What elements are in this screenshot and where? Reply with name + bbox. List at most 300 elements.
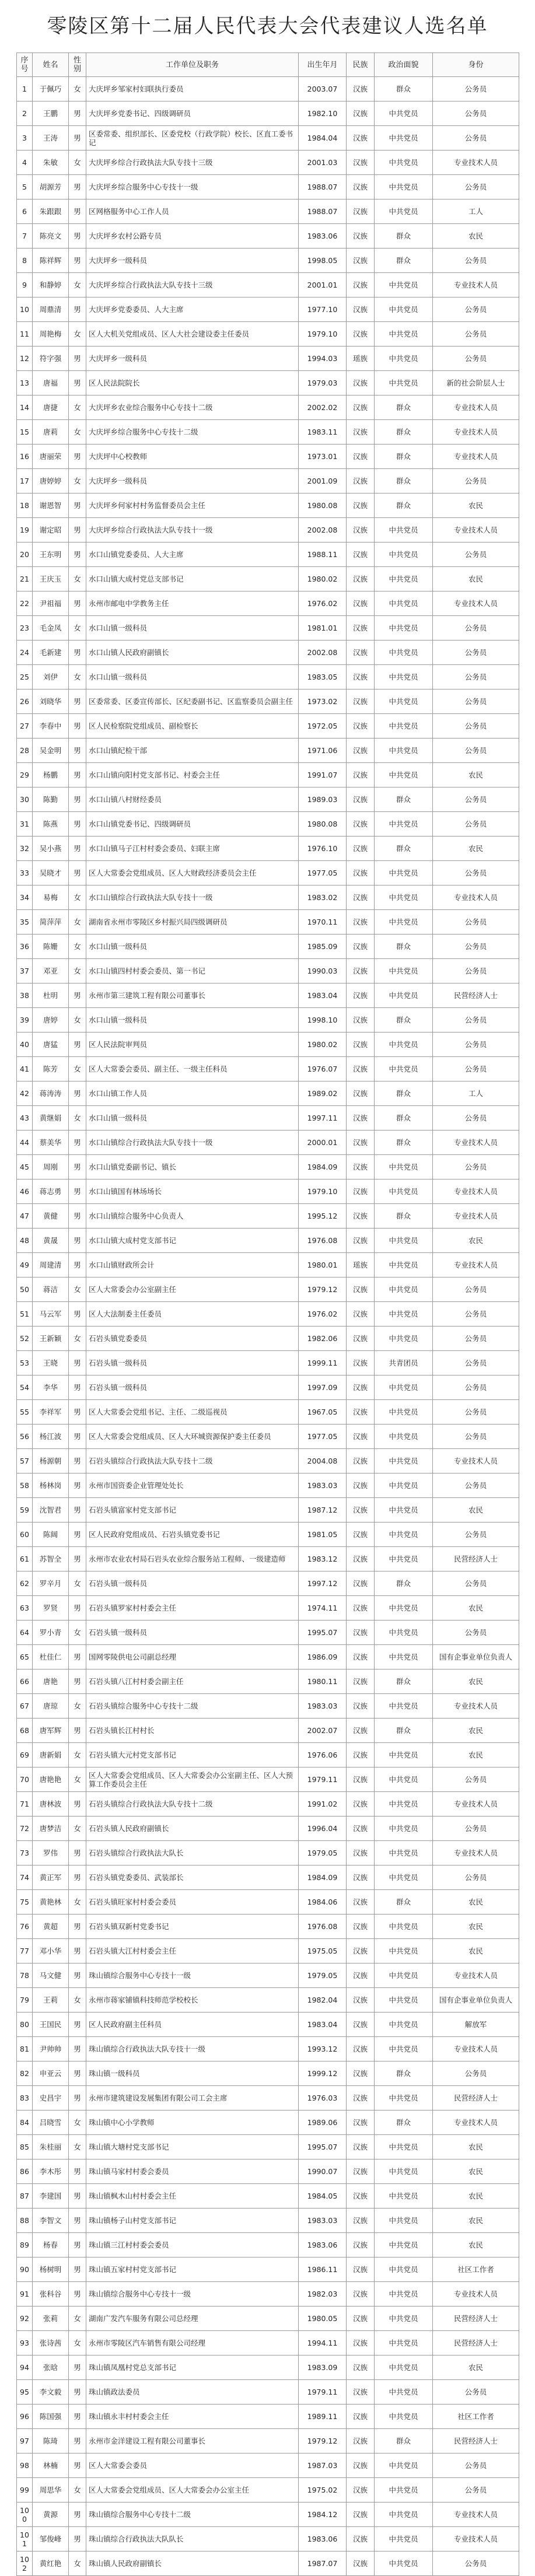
cell-political: 中共党员	[375, 346, 433, 371]
cell-identity: 公务员	[433, 1326, 519, 1351]
cell-birth: 1972.05	[299, 714, 347, 738]
cell-identity: 公务员	[433, 1057, 519, 1082]
cell-birth: 1997.09	[299, 1376, 347, 1400]
cell-birth: 1979.03	[299, 371, 347, 396]
table-row	[17, 2258, 519, 2282]
cell-birth: 1983.06	[299, 224, 347, 249]
cell-birth: 1984.05	[299, 2184, 347, 2208]
cell-identity: 农民	[433, 2356, 519, 2380]
cell-sex: 男	[69, 2380, 86, 2404]
cell-political: 中共党员	[375, 1032, 433, 1057]
cell-birth: 1976.03	[299, 2086, 347, 2110]
cell-job: 水口山镇党委副书记、镇长	[86, 1155, 299, 1180]
cell-sex: 男	[69, 2527, 86, 2552]
table-row	[17, 346, 519, 371]
cell-sex: 男	[69, 1670, 86, 1694]
cell-sex: 女	[69, 2135, 86, 2160]
cell-birth: 1985.09	[299, 935, 347, 959]
cell-sex: 女	[69, 935, 86, 959]
cell-job: 石岩头镇一级科员	[86, 1620, 299, 1645]
cell-identity: 专业技术人员	[433, 1792, 519, 1817]
cell-job: 永州市蒋家铺镇科技师范学校校长	[86, 1988, 299, 2013]
cell-ethnicity: 汉族	[347, 2429, 375, 2454]
cell-identity: 专业技术人员	[433, 1180, 519, 1204]
cell-identity: 民营经济人士	[433, 2331, 519, 2356]
cell-seq: 94	[17, 2356, 33, 2380]
cell-sex: 男	[69, 812, 86, 836]
table-row	[17, 788, 519, 812]
cell-identity: 公务员	[433, 738, 519, 763]
cell-job: 永州市邮电中学教务主任	[86, 592, 299, 616]
cell-name: 张莉	[33, 2306, 69, 2331]
cell-name: 和静婷	[33, 273, 69, 298]
cell-job: 珠山镇永丰村村委会主任	[86, 2404, 299, 2429]
cell-sex: 女	[69, 322, 86, 346]
cell-identity: 公务员	[433, 616, 519, 640]
cell-seq: 34	[17, 886, 33, 910]
cell-sex: 女	[69, 1768, 86, 1792]
cell-political: 中共党员	[375, 592, 433, 616]
cell-seq: 102	[17, 2552, 33, 2576]
cell-seq: 49	[17, 1253, 33, 1278]
table-row	[17, 2160, 519, 2184]
table-row	[17, 1130, 519, 1155]
cell-political: 中共党员	[375, 2478, 433, 2502]
cell-sex: 男	[69, 1547, 86, 1572]
cell-ethnicity: 汉族	[347, 738, 375, 763]
cell-political: 中共党员	[375, 2552, 433, 2576]
cell-ethnicity: 汉族	[347, 126, 375, 150]
table-row	[17, 1155, 519, 1180]
cell-identity: 公务员	[433, 469, 519, 494]
cell-job: 大庆坪乡农村公路专员	[86, 224, 299, 249]
cell-name: 张晗	[33, 2356, 69, 2380]
cell-job: 区人大常委会委员、副主任、一级主任科员	[86, 1057, 299, 1082]
cell-birth: 1989.03	[299, 788, 347, 812]
cell-identity: 农民	[433, 494, 519, 518]
cell-ethnicity: 汉族	[347, 1498, 375, 1522]
table-row	[17, 1204, 519, 1228]
cell-sex: 男	[69, 2404, 86, 2429]
cell-job: 石岩头镇综合服务中心专技十二级	[86, 1694, 299, 1718]
cell-political: 中共党员	[375, 1620, 433, 1645]
cell-name: 李春中	[33, 714, 69, 738]
cell-birth: 1983.12	[299, 1547, 347, 1572]
cell-birth: 1976.07	[299, 1057, 347, 1082]
cell-identity: 专业技术人员	[433, 1841, 519, 1866]
cell-ethnicity: 汉族	[347, 2160, 375, 2184]
cell-sex: 女	[69, 273, 86, 298]
cell-identity: 专业技术人员	[433, 1694, 519, 1718]
cell-birth: 1976.02	[299, 592, 347, 616]
cell-ethnicity: 汉族	[347, 1620, 375, 1645]
cell-birth: 1986.11	[299, 2258, 347, 2282]
table-row	[17, 1400, 519, 1424]
cell-sex: 男	[69, 1792, 86, 1817]
table-row	[17, 2331, 519, 2356]
cell-sex: 男	[69, 1866, 86, 1890]
cell-name: 唐艳	[33, 1670, 69, 1694]
cell-sex: 女	[69, 2552, 86, 2576]
cell-job: 水口山镇工作人员	[86, 1082, 299, 1106]
cell-political: 中共党员	[375, 2208, 433, 2233]
cell-birth: 1983.04	[299, 2013, 347, 2037]
cell-political: 中共党员	[375, 1253, 433, 1278]
cell-identity: 公务员	[433, 126, 519, 150]
cell-sex: 女	[69, 2306, 86, 2331]
cell-birth: 1987.07	[299, 2552, 347, 2576]
cell-job: 珠山镇杨子山村党支部书记	[86, 2208, 299, 2233]
cell-name: 唐婷婷	[33, 469, 69, 494]
cell-name: 朱跟跟	[33, 200, 69, 224]
cell-sex: 男	[69, 836, 86, 861]
cell-ethnicity: 汉族	[347, 200, 375, 224]
cell-identity: 国有企事业单位负责人	[433, 1645, 519, 1670]
cell-sex: 男	[69, 1522, 86, 1547]
cell-political: 中共党员	[375, 542, 433, 567]
cell-identity: 专业技术人员	[433, 1130, 519, 1155]
cell-birth: 1976.08	[299, 1915, 347, 1939]
cell-birth: 1988.07	[299, 200, 347, 224]
cell-political: 群众	[375, 469, 433, 494]
cell-ethnicity: 汉族	[347, 1522, 375, 1547]
cell-job: 水口山镇人民政府副镇长	[86, 640, 299, 665]
cell-political: 中共党员	[375, 1228, 433, 1253]
cell-birth: 1986.09	[299, 1645, 347, 1670]
cell-sex: 男	[69, 1130, 86, 1155]
cell-job: 区人民法院审判员	[86, 1032, 299, 1057]
table-row	[17, 1694, 519, 1718]
cell-seq: 30	[17, 788, 33, 812]
cell-ethnicity: 汉族	[347, 1817, 375, 1841]
cell-name: 蒋洁	[33, 1278, 69, 1302]
cell-sex: 男	[69, 1082, 86, 1106]
cell-sex: 男	[69, 2356, 86, 2380]
cell-identity: 专业技术人员	[433, 2502, 519, 2527]
cell-birth: 1987.03	[299, 2454, 347, 2478]
cell-birth: 2001.09	[299, 469, 347, 494]
cell-job: 大庆坪乡综合行政执法大队专技十三级	[86, 273, 299, 298]
cell-seq: 88	[17, 2208, 33, 2233]
cell-sex: 男	[69, 1204, 86, 1228]
cell-job: 珠山镇综合行政执法大队专技十一级	[86, 2037, 299, 2062]
cell-birth: 1975.02	[299, 2478, 347, 2502]
cell-seq: 61	[17, 1547, 33, 1572]
table-row	[17, 640, 519, 665]
cell-ethnicity: 汉族	[347, 2208, 375, 2233]
cell-identity: 公务员	[433, 861, 519, 886]
cell-name: 陈勤	[33, 788, 69, 812]
cell-seq: 62	[17, 1572, 33, 1596]
cell-sex: 男	[69, 1449, 86, 1474]
cell-ethnicity: 汉族	[347, 2356, 375, 2380]
table-row	[17, 175, 519, 200]
cell-identity: 公务员	[433, 1278, 519, 1302]
table-row	[17, 1915, 519, 1939]
cell-birth: 1989.02	[299, 1082, 347, 1106]
cell-name: 陈姗	[33, 935, 69, 959]
cell-seq: 78	[17, 1964, 33, 1988]
cell-identity: 公务员	[433, 1620, 519, 1645]
cell-name: 黄晟	[33, 1228, 69, 1253]
cell-seq: 95	[17, 2380, 33, 2404]
cell-name: 唐梦洁	[33, 1817, 69, 1841]
cell-sex: 女	[69, 469, 86, 494]
cell-job: 大庆坪乡综合行政执法大队专技十三级	[86, 150, 299, 175]
cell-political: 中共党员	[375, 1988, 433, 2013]
cell-sex: 女	[69, 420, 86, 444]
cell-name: 唐琼	[33, 1694, 69, 1718]
cell-identity: 专业技术人员	[433, 2527, 519, 2552]
cell-job: 水口山镇综合行政执法大队专技十一级	[86, 1130, 299, 1155]
cell-job: 石岩头镇大江村村委会主任	[86, 1939, 299, 1964]
cell-political: 共青团员	[375, 1351, 433, 1376]
cell-ethnicity: 汉族	[347, 788, 375, 812]
cell-seq: 65	[17, 1645, 33, 1670]
cell-name: 谢定昭	[33, 518, 69, 542]
cell-seq: 33	[17, 861, 33, 886]
cell-identity: 公务员	[433, 322, 519, 346]
cell-political: 中共党员	[375, 861, 433, 886]
cell-political: 中共党员	[375, 640, 433, 665]
table-row	[17, 910, 519, 935]
cell-birth: 1971.06	[299, 738, 347, 763]
table-row	[17, 616, 519, 640]
cell-political: 中共党员	[375, 175, 433, 200]
cell-identity: 专业技术人员	[433, 444, 519, 469]
cell-birth: 1977.10	[299, 298, 347, 322]
cell-sex: 女	[69, 1106, 86, 1130]
cell-political: 中共党员	[375, 665, 433, 690]
cell-sex: 女	[69, 1817, 86, 1841]
cell-political: 中共党员	[375, 1522, 433, 1547]
table-row	[17, 861, 519, 886]
cell-ethnicity: 汉族	[347, 2306, 375, 2331]
cell-political: 中共党员	[375, 2233, 433, 2258]
cell-seq: 15	[17, 420, 33, 444]
cell-birth: 1973.02	[299, 690, 347, 714]
cell-seq: 13	[17, 371, 33, 396]
cell-birth: 2002.02	[299, 396, 347, 420]
cell-political: 中共党员	[375, 2184, 433, 2208]
cell-sex: 女	[69, 1890, 86, 1915]
cell-sex: 男	[69, 2037, 86, 2062]
cell-job: 区人大常委会党组成员、区人大常委会办公室副主任、区人大预算工作委员会主任	[86, 1768, 299, 1792]
cell-seq: 57	[17, 1449, 33, 1474]
cell-identity: 公务员	[433, 249, 519, 273]
cell-job: 珠山镇中心小学教师	[86, 2110, 299, 2135]
cell-birth: 1980.08	[299, 812, 347, 836]
cell-identity: 农民	[433, 1596, 519, 1620]
cell-job: 水口山镇党委书记、四级调研员	[86, 812, 299, 836]
cell-seq: 21	[17, 567, 33, 592]
table-row	[17, 1008, 519, 1032]
cell-birth: 1983.05	[299, 665, 347, 690]
cell-political: 中共党员	[375, 2404, 433, 2429]
table-row	[17, 1572, 519, 1596]
cell-ethnicity: 汉族	[347, 1645, 375, 1670]
cell-job: 大庆坪乡一级科员	[86, 346, 299, 371]
cell-job: 区人民法院院长	[86, 371, 299, 396]
cell-seq: 72	[17, 1817, 33, 1841]
cell-seq: 48	[17, 1228, 33, 1253]
cell-birth: 1982.03	[299, 2282, 347, 2306]
cell-political: 中共党员	[375, 567, 433, 592]
cell-identity: 公务员	[433, 2380, 519, 2404]
cell-seq: 96	[17, 2404, 33, 2429]
cell-political: 群众	[375, 2429, 433, 2454]
cell-birth: 1981.01	[299, 616, 347, 640]
cell-ethnicity: 汉族	[347, 1082, 375, 1106]
cell-birth: 1983.11	[299, 420, 347, 444]
cell-seq: 5	[17, 175, 33, 200]
cell-identity: 专业技术人员	[433, 420, 519, 444]
cell-political: 中共党员	[375, 2282, 433, 2306]
cell-identity: 公务员	[433, 959, 519, 984]
cell-name: 王新颖	[33, 1326, 69, 1351]
cell-identity: 公务员	[433, 1474, 519, 1498]
table-row	[17, 984, 519, 1008]
cell-job: 石岩头镇综合行政执法大队长	[86, 1841, 299, 1866]
cell-ethnicity: 汉族	[347, 935, 375, 959]
cell-political: 群众	[375, 1204, 433, 1228]
cell-name: 杨春	[33, 2233, 69, 2258]
cell-identity: 公务员	[433, 714, 519, 738]
cell-name: 简萍萍	[33, 910, 69, 935]
cell-political: 群众	[375, 1082, 433, 1106]
cell-seq: 70	[17, 1768, 33, 1792]
cell-name: 王莉	[33, 1988, 69, 2013]
cell-name: 唐新娟	[33, 1743, 69, 1768]
cell-name: 李智文	[33, 2208, 69, 2233]
cell-birth: 1979.05	[299, 1841, 347, 1866]
cell-political: 中共党员	[375, 2502, 433, 2527]
cell-political: 群众	[375, 420, 433, 444]
cell-seq: 19	[17, 518, 33, 542]
cell-job: 珠山镇枫木山村村委会主任	[86, 2184, 299, 2208]
cell-ethnicity: 汉族	[347, 1572, 375, 1596]
cell-birth: 1980.11	[299, 1670, 347, 1694]
cell-ethnicity: 汉族	[347, 1792, 375, 1817]
table-row	[17, 420, 519, 444]
cell-seq: 17	[17, 469, 33, 494]
cell-political: 中共党员	[375, 2086, 433, 2110]
cell-ethnicity: 汉族	[347, 812, 375, 836]
cell-sex: 男	[69, 2086, 86, 2110]
cell-ethnicity: 汉族	[347, 1424, 375, 1449]
cell-seq: 47	[17, 1204, 33, 1228]
cell-job: 石岩头镇综合行政执法大队专技十二级	[86, 1792, 299, 1817]
cell-sex: 男	[69, 1498, 86, 1522]
cell-birth: 1987.12	[299, 1498, 347, 1522]
cell-political: 中共党员	[375, 273, 433, 298]
cell-sex: 男	[69, 1302, 86, 1326]
cell-seq: 27	[17, 714, 33, 738]
cell-identity: 公务员	[433, 2478, 519, 2502]
cell-ethnicity: 汉族	[347, 984, 375, 1008]
cell-job: 水口山镇一级科员	[86, 665, 299, 690]
cell-seq: 63	[17, 1596, 33, 1620]
cell-sex: 男	[69, 224, 86, 249]
cell-sex: 男	[69, 738, 86, 763]
header-seq: 序号	[17, 53, 33, 77]
cell-sex: 男	[69, 640, 86, 665]
cell-sex: 男	[69, 2282, 86, 2306]
cell-name: 张科谷	[33, 2282, 69, 2306]
candidate-table	[16, 52, 519, 2576]
table-row	[17, 444, 519, 469]
cell-name: 罗伟	[33, 1841, 69, 1866]
header-sex: 性别	[69, 53, 86, 77]
cell-ethnicity: 汉族	[347, 396, 375, 420]
cell-ethnicity: 汉族	[347, 273, 375, 298]
cell-ethnicity: 汉族	[347, 665, 375, 690]
cell-seq: 52	[17, 1326, 33, 1351]
table-row	[17, 1302, 519, 1326]
cell-job: 区人大机关党组成员、区人大社会建设委主任委员	[86, 322, 299, 346]
cell-job: 永州市第三建筑工程有限公司董事长	[86, 984, 299, 1008]
cell-sex: 男	[69, 1424, 86, 1449]
cell-birth: 1983.03	[299, 1694, 347, 1718]
cell-birth: 2001.03	[299, 150, 347, 175]
cell-political: 群众	[375, 1890, 433, 1915]
cell-sex: 男	[69, 861, 86, 886]
cell-political: 中共党员	[375, 2380, 433, 2404]
cell-job: 珠山镇三江村村委会委员	[86, 2233, 299, 2258]
cell-job: 永州市农业农村局石岩头农业综合服务站工程师、一级建造师	[86, 1547, 299, 1572]
cell-birth: 1980.08	[299, 494, 347, 518]
cell-identity: 工人	[433, 200, 519, 224]
cell-political: 中共党员	[375, 1817, 433, 1841]
cell-birth: 1983.03	[299, 2208, 347, 2233]
cell-birth: 1983.03	[299, 1474, 347, 1498]
cell-seq: 32	[17, 836, 33, 861]
cell-ethnicity: 汉族	[347, 1743, 375, 1768]
cell-name: 王晓	[33, 1351, 69, 1376]
cell-political: 中共党员	[375, 886, 433, 910]
cell-political: 中共党员	[375, 812, 433, 836]
table-row	[17, 2380, 519, 2404]
table-row	[17, 836, 519, 861]
cell-name: 王鹏	[33, 102, 69, 126]
cell-birth: 1976.06	[299, 1743, 347, 1768]
table-row	[17, 542, 519, 567]
cell-birth: 1989.11	[299, 2404, 347, 2429]
cell-name: 李文毅	[33, 2380, 69, 2404]
cell-political: 中共党员	[375, 150, 433, 175]
cell-sex: 女	[69, 1278, 86, 1302]
table-row	[17, 2306, 519, 2331]
cell-job: 水口山镇八村财经委员	[86, 788, 299, 812]
cell-name: 朱敏	[33, 150, 69, 175]
cell-ethnicity: 汉族	[347, 1841, 375, 1866]
cell-sex: 男	[69, 592, 86, 616]
cell-ethnicity: 汉族	[347, 1106, 375, 1130]
table-row	[17, 690, 519, 714]
cell-identity: 农民	[433, 2184, 519, 2208]
cell-sex: 男	[69, 1915, 86, 1939]
cell-birth: 1974.11	[299, 1596, 347, 1620]
cell-political: 中共党员	[375, 298, 433, 322]
cell-identity: 公务员	[433, 788, 519, 812]
cell-sex: 男	[69, 763, 86, 788]
cell-birth: 1994.03	[299, 346, 347, 371]
cell-sex: 男	[69, 1474, 86, 1498]
cell-ethnicity: 汉族	[347, 298, 375, 322]
cell-name: 周刚	[33, 1155, 69, 1180]
cell-job: 永州市零陵区汽车销售有限公司经理	[86, 2331, 299, 2356]
table-row	[17, 494, 519, 518]
